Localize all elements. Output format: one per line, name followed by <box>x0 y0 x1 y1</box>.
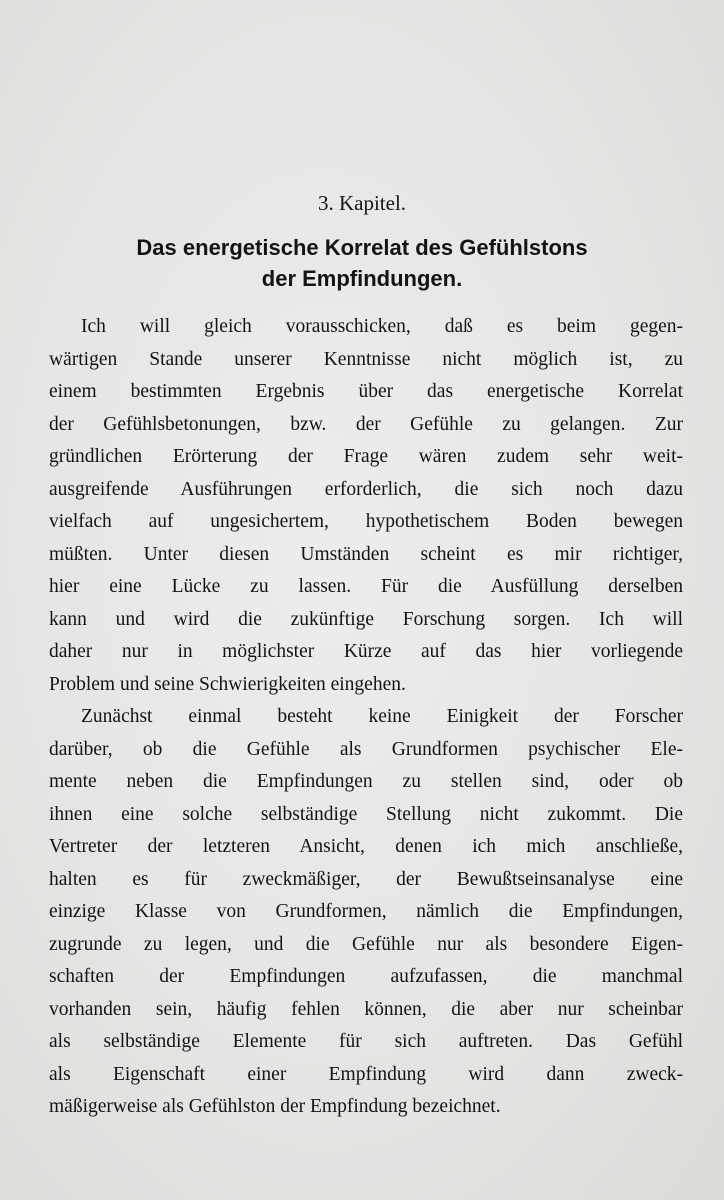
chapter-title <box>40 232 684 294</box>
text-line: daher nur in möglichster Kürze auf das hier vorliegende <box>49 641 683 662</box>
text-line: hier eine Lücke zu lassen. Für die Ausfüllung derselben <box>49 576 683 597</box>
text-line: vielfach auf ungesichertem, hypothetischem Boden bewegen <box>49 511 683 532</box>
paragraph-1 <box>49 311 683 701</box>
text-line: wärtigen Stande unserer Kenntnisse nicht möglich ist, zu <box>49 348 683 370</box>
text-line: Problem und seine Schwierigkeiten eingehen. <box>49 673 406 695</box>
text-line: müßten. Unter diesen Umständen scheint es mir richtiger, <box>49 543 683 565</box>
body-text <box>49 311 683 1124</box>
text-line: ausgreifende Ausführungen erforderlich, die sich noch dazu <box>49 478 683 500</box>
text-line: mente neben die Empfindungen zu stellen sind, oder ob <box>49 771 683 792</box>
text-line: einem bestimmten Ergebnis über das energetische Korrelat <box>49 381 683 402</box>
text-line: Zunächst einmal besteht keine Einigkeit der Forscher <box>81 706 683 727</box>
text-line: halten es für zweckmäßiger, der Bewußtseinsanalyse eine <box>49 868 683 890</box>
chapter-label: 3. Kapitel. <box>317 191 407 215</box>
text-line: gründlichen Erörterung der Frage wären zudem sehr weit- <box>49 446 683 467</box>
paragraph-2 <box>49 701 683 1124</box>
text-line: darüber, ob die Gefühle als Grundformen psychischer Ele- <box>49 738 683 760</box>
text-line: als Eigenschaft einer Empfindung wird dann zweck- <box>49 1063 683 1085</box>
chapter-title-line: der Empfindungen. <box>261 266 463 291</box>
text-line: kann und wird die zukünftige Forschung sorgen. Ich will <box>49 608 683 630</box>
chapter-title-line: Das energetische Korrelat des Gefühlstons <box>136 235 588 260</box>
text-line: einzige Klasse von Grundformen, nämlich die Empfindungen, <box>49 901 683 922</box>
text-line: Ich will gleich vorausschicken, daß es beim gegen- <box>81 316 683 337</box>
text-line: schaften der Empfindungen aufzufassen, die manchmal <box>49 966 683 987</box>
text-line: ihnen eine solche selbständige Stellung nicht zukommt. Die <box>49 803 683 825</box>
text-line: als selbständige Elemente für sich auftreten. Das Gefühl <box>49 1031 683 1052</box>
text-line: zugrunde zu legen, und die Gefühle nur als besondere Eigen- <box>49 933 683 955</box>
text-line: vorhanden sein, häufig fehlen können, die aber nur scheinbar <box>49 998 683 1020</box>
text-line: Vertreter der letzteren Ansicht, denen ich mich anschließe, <box>49 836 683 857</box>
text-line: der Gefühlsbetonungen, bzw. der Gefühle zu gelangen. Zur <box>49 413 683 435</box>
text-line: mäßigerweise als Gefühlston der Empfindung bezeichnet. <box>49 1096 501 1117</box>
